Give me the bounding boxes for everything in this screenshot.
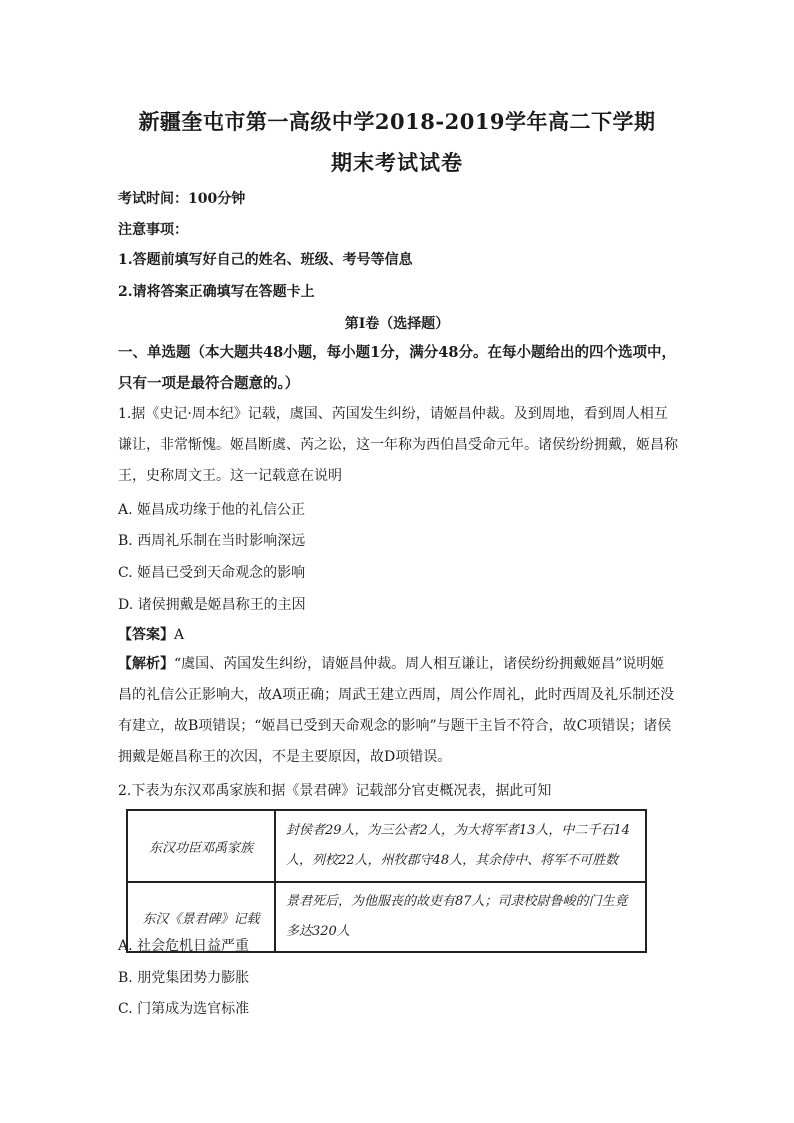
question-1-option-c: C. 姬昌已受到天命观念的影响 — [118, 565, 306, 581]
answer-label: 【答案】 — [118, 627, 174, 643]
table-cell-key: 东汉《景君碑》记载 — [127, 882, 275, 952]
answer-value: A — [174, 627, 185, 643]
question-1-option-a: A. 姬昌成功缘于他的礼信公正 — [118, 502, 306, 518]
exam-title-line1: 新疆奎屯市第一高级中学2018-2019学年高二下学期 — [138, 109, 656, 134]
table-cell-value: 封侯者29人，为三公者2人，为大将军者13人，中二千石14人，列校22人，州牧郡守48人，其余侍中、将军不可胜数 — [275, 810, 646, 882]
question-1-option-d: D. 诸侯拥戴是姬昌称王的主因 — [118, 597, 306, 613]
part-title: 第I卷（选择题） — [344, 316, 450, 332]
question-2-option-c: C. 门第成为选官标准 — [118, 1001, 250, 1017]
question-1-option-b: B. 西周礼乐制在当时影响深远 — [118, 533, 306, 549]
analysis-text: “虞国、芮国发生纠纷，请姬昌仲裁。周人相互谦让，诸侯纷纷拥戴姬昌”说明姬昌的礼信公正影响大，故A项正确；周武王建立西周，周公作周礼，此时西周及礼乐制还没有建立，故B项错误；“姬昌已受到天命观念的影响”与题干主旨不符合，故C项错误；诸侯拥戴是姬昌称王的次因，不是主要原因，故D项错误。 — [118, 656, 675, 765]
notice-title: 注意事项： — [118, 222, 188, 238]
question-1-analysis — [118, 649, 678, 773]
notice-item-2: 2.请将答案正确填写在答题卡上 — [118, 284, 315, 300]
question-1-stem: 1.据《史记·周本纪》记载，虞国、芮国发生纠纷，请姬昌仲裁。及到周地，看到周人相互谦让，非常惭愧。姬昌断虞、芮之讼，这一年称为西伯昌受命元年。诸侯纷纷拥戴，姬昌称王，史称周文王。这一记载意在说明 — [118, 406, 678, 484]
question-1-answer — [118, 624, 184, 644]
exam-title-line2: 期末考试试卷 — [331, 150, 463, 175]
exam-time: 考试时间：100分钟 — [118, 191, 246, 207]
question-2-option-b: B. 朋党集团势力膨胀 — [118, 970, 250, 986]
question-2-table — [126, 809, 647, 953]
question-2-stem: 2.下表为东汉邓禹家族和据《景君碑》记载部分官吏概况表，据此可知 — [118, 783, 552, 799]
table-cell-value: 景君死后，为他服丧的故吏有87人；司隶校尉鲁峻的门生竟多达320人 — [275, 882, 646, 952]
table-cell-key: 东汉功臣邓禹家族 — [127, 810, 275, 882]
analysis-label: 【解析】 — [118, 656, 174, 672]
question-2-option-a: A. 社会危机日益严重 — [118, 938, 250, 954]
table-row — [127, 810, 646, 882]
notice-item-1: 1.答题前填写好自己的姓名、班级、考号等信息 — [118, 252, 413, 268]
section-heading: 一、单选题（本大题共48小题，每小题1分，满分48分。在每小题给出的四个选项中，只有一项是最符合题意的。） — [118, 344, 676, 392]
